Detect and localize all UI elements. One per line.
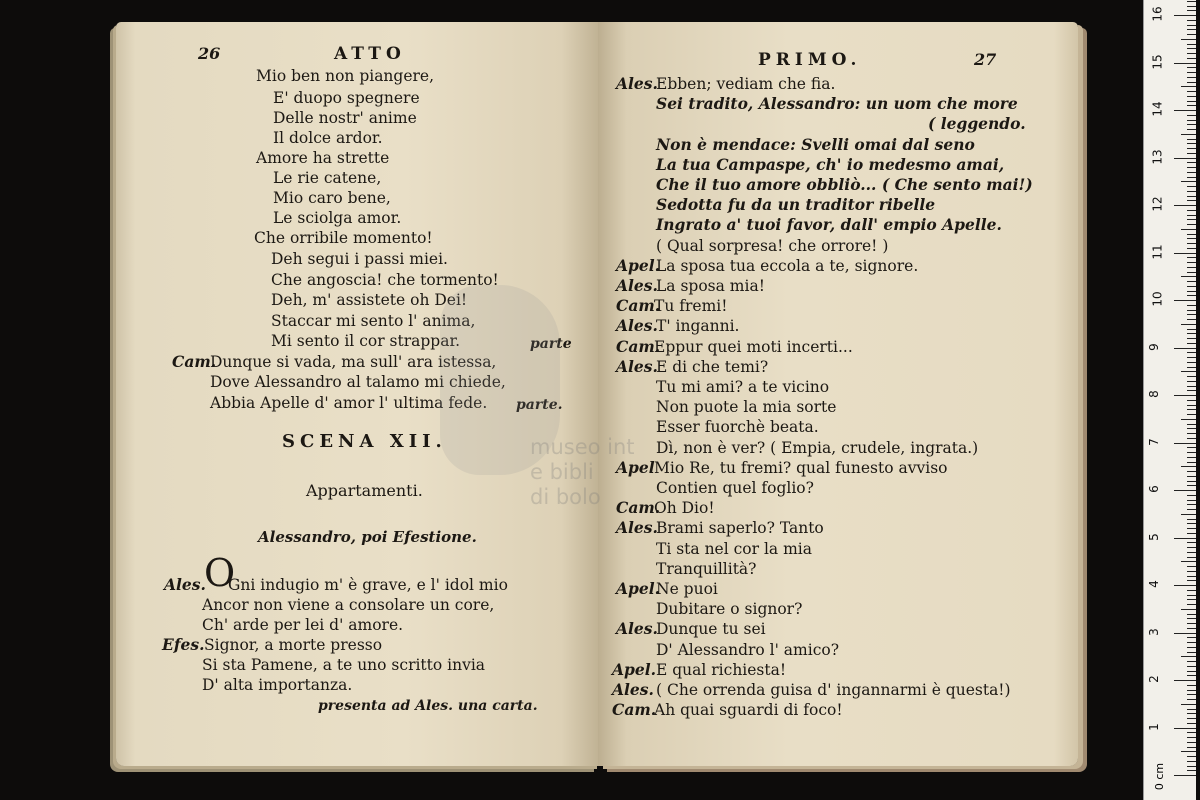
- ruler-number: 14: [1150, 101, 1165, 117]
- text-line: Staccar mi sento l' anima,: [271, 312, 476, 330]
- ruler-tick: [1187, 761, 1196, 762]
- ruler-tick: [1187, 48, 1196, 49]
- ruler-number: 8: [1146, 390, 1161, 398]
- ruler-tick: [1187, 500, 1196, 501]
- ruler-tick: [1181, 704, 1196, 705]
- ruler-tick: [1174, 585, 1196, 586]
- ruler-tick: [1187, 519, 1196, 520]
- text-line: Deh segui i passi miei.: [271, 250, 448, 268]
- watermark-text: di bolo: [530, 485, 601, 509]
- ruler-tick: [1187, 557, 1196, 558]
- ruler-tick: [1187, 495, 1196, 496]
- ruler-tick: [1187, 172, 1196, 173]
- ruler-tick: [1187, 405, 1196, 406]
- ruler-tick: [1174, 158, 1196, 159]
- ruler-tick: [1187, 580, 1196, 581]
- page-number-right: 27: [974, 50, 997, 69]
- ruler-tick: [1187, 618, 1196, 619]
- ruler-tick: [1187, 694, 1196, 695]
- ruler-tick: [1187, 357, 1196, 358]
- text-line: Ch' arde per lei d' amore.: [202, 616, 404, 634]
- ruler-tick: [1187, 148, 1196, 149]
- ruler-tick: [1174, 300, 1196, 301]
- ruler-tick: [1187, 124, 1196, 125]
- speaker-label: Ales.: [612, 680, 654, 699]
- ruler-tick: [1187, 647, 1196, 648]
- ruler-tick: [1174, 680, 1196, 681]
- ruler-tick: [1187, 77, 1196, 78]
- text-line: Il dolce ardor.: [273, 129, 383, 147]
- ruler-tick: [1187, 143, 1196, 144]
- ruler-tick: [1187, 576, 1196, 577]
- ruler-tick: [1187, 528, 1196, 529]
- ruler-tick: [1187, 115, 1196, 116]
- ruler-tick: [1187, 381, 1196, 382]
- text-line: Non è mendace: Svelli omai dal seno: [656, 134, 975, 154]
- scene-heading: SCENA XII.: [282, 431, 447, 452]
- ruler-tick: [1187, 766, 1196, 767]
- ruler-tick: [1187, 6, 1196, 7]
- speaker-label: Ales.: [616, 518, 658, 538]
- speaker-label: Ales.: [616, 356, 658, 376]
- watermark-text: e bibli: [530, 460, 594, 484]
- text-line: Deh, m' assistete oh Dei!: [271, 291, 468, 309]
- ruler-tick: [1187, 96, 1196, 97]
- text-line: Che orribile momento!: [254, 229, 433, 247]
- text-line: Non puote la mia sorte: [656, 398, 837, 417]
- ruler-tick: [1187, 671, 1196, 672]
- text-line: E qual richiesta!: [656, 660, 787, 679]
- speaker-label: Cam.: [612, 700, 657, 720]
- ruler-tick: [1187, 67, 1196, 68]
- ruler-tick: [1174, 443, 1196, 444]
- ruler-tick: [1187, 219, 1196, 220]
- ruler-tick: [1187, 566, 1196, 567]
- ruler-number: 3: [1146, 627, 1161, 636]
- speaker-label: Apel: [616, 457, 655, 477]
- page-header-right: PRIMO.: [758, 50, 862, 70]
- ruler-tick: [1187, 248, 1196, 249]
- ruler-tick: [1187, 243, 1196, 244]
- ruler-number: 15: [1150, 53, 1165, 70]
- ruler-number: 5: [1146, 532, 1161, 541]
- ruler-tick: [1181, 514, 1196, 515]
- ruler-tick: [1181, 419, 1196, 420]
- ruler-tick: [1187, 699, 1196, 700]
- ruler-tick: [1187, 386, 1196, 387]
- speaker-label: Ales.: [616, 276, 658, 295]
- ruler-number: 10: [1150, 291, 1165, 307]
- ruler-tick: [1174, 728, 1196, 729]
- ruler-number: 13: [1150, 148, 1165, 165]
- text-line: Dunque tu sei: [656, 620, 766, 639]
- ruler-tick: [1181, 751, 1196, 752]
- ruler-tick: [1187, 504, 1196, 505]
- text-line: Ne puoi: [656, 580, 718, 598]
- ruler-tick: [1187, 10, 1196, 11]
- ruler-tick: [1187, 433, 1196, 434]
- ruler-tick: [1187, 82, 1196, 83]
- ruler-tick: [1187, 210, 1196, 211]
- ruler-tick: [1187, 238, 1196, 239]
- ruler-tick: [1187, 476, 1196, 477]
- ruler-tick: [1187, 120, 1196, 121]
- ruler-tick: [1187, 623, 1196, 624]
- right-page: [598, 22, 1078, 766]
- ruler-tick: [1187, 101, 1196, 102]
- ruler-tick: [1187, 1, 1196, 2]
- ruler-tick: [1187, 590, 1196, 591]
- ruler-tick: [1187, 286, 1196, 287]
- text-line: Ancor non viene a consolare un core,: [202, 596, 495, 614]
- text-line: Brami saperlo? Tanto: [656, 519, 824, 538]
- speaker-label: Ales.: [616, 74, 658, 93]
- ruler-tick: [1181, 371, 1196, 372]
- text-line: Sei tradito, Alessandro: un uom che more: [656, 94, 1018, 114]
- stage-direction: presenta ad Ales. una carta.: [318, 698, 538, 714]
- ruler-tick: [1187, 637, 1196, 638]
- ruler-number: 6: [1146, 485, 1161, 493]
- ruler-tick: [1187, 58, 1196, 59]
- ruler-tick: [1187, 338, 1196, 339]
- ruler-tick: [1174, 205, 1196, 206]
- text-line: Signor, a morte presso: [204, 636, 383, 654]
- ruler-tick: [1187, 367, 1196, 368]
- text-line: Amore ha strette: [256, 149, 390, 167]
- ruler-tick: [1187, 91, 1196, 92]
- ruler-tick: [1181, 134, 1196, 135]
- speaker-label: Apel.: [616, 579, 661, 598]
- speaker-label: Ales.: [164, 575, 206, 594]
- text-line: Si sta Pamene, a te uno scritto invia: [202, 656, 486, 674]
- ruler-tick: [1187, 44, 1196, 45]
- ruler-tick: [1187, 333, 1196, 334]
- ruler-tick: [1181, 609, 1196, 610]
- ruler-tick: [1187, 295, 1196, 296]
- characters-line: Alessandro, poi Efestione.: [258, 528, 477, 546]
- text-line: Ingrato a' tuoi favor, dall' empio Apelle.: [656, 215, 1002, 235]
- ruler-tick: [1187, 409, 1196, 410]
- ruler-tick: [1187, 685, 1196, 686]
- ruler-tick: [1187, 438, 1196, 439]
- ruler-tick: [1187, 191, 1196, 192]
- ruler-number: 9: [1146, 342, 1161, 351]
- text-line: Ebben; vediam che fia.: [656, 75, 836, 93]
- ruler-tick: [1187, 305, 1196, 306]
- ruler-tick: [1187, 747, 1196, 748]
- ruler-tick: [1187, 329, 1196, 330]
- ruler-tick: [1187, 742, 1196, 743]
- ruler-tick: [1187, 224, 1196, 225]
- ruler-tick: [1187, 509, 1196, 510]
- speaker-label: Ales.: [616, 316, 658, 336]
- ruler-tick: [1187, 457, 1196, 458]
- ruler-tick: [1187, 462, 1196, 463]
- ruler-tick: [1187, 428, 1196, 429]
- speaker-label: Cam.: [616, 336, 661, 356]
- text-line: Eppur quei moti incerti...: [654, 337, 853, 356]
- ruler-tick: [1187, 452, 1196, 453]
- ruler-tick: [1187, 200, 1196, 201]
- text-line: Ti sta nel cor la mia: [656, 539, 812, 558]
- ruler-tick: [1187, 343, 1196, 344]
- ruler-tick: [1187, 272, 1196, 273]
- ruler-tick: [1187, 690, 1196, 691]
- ruler-tick: [1187, 29, 1196, 30]
- ruler-tick: [1187, 196, 1196, 197]
- ruler-tick: [1187, 153, 1196, 154]
- open-book: [108, 22, 1088, 772]
- ruler-tick: [1187, 471, 1196, 472]
- ruler-tick: [1187, 709, 1196, 710]
- text-line: La tua Campaspe, ch' io medesmo amai,: [656, 154, 1005, 174]
- ruler-tick: [1187, 362, 1196, 363]
- text-line: E' duopo spegnere: [273, 89, 420, 107]
- ruler-tick: [1187, 25, 1196, 26]
- ruler-number: 7: [1146, 437, 1161, 446]
- ruler-number: 12: [1150, 196, 1165, 212]
- ruler-tick: [1187, 723, 1196, 724]
- ruler-tick: [1187, 310, 1196, 311]
- speaker-label: Cam.: [172, 352, 217, 371]
- setting-line: Appartamenti.: [306, 481, 423, 500]
- stage-direction: parte: [530, 336, 572, 352]
- ruler-tick: [1187, 400, 1196, 401]
- ruler-tick: [1174, 63, 1196, 64]
- ruler-tick: [1187, 666, 1196, 667]
- text-line: Mi sento il cor strappar.: [271, 332, 461, 350]
- ruler-tick: [1187, 215, 1196, 216]
- ruler-tick: [1187, 547, 1196, 548]
- text-line: Che il tuo amore obbliò... ( Che sento mai!): [656, 175, 1033, 194]
- text-line: Tu mi ami? a te vicino: [656, 378, 830, 396]
- ruler-tick: [1187, 675, 1196, 676]
- text-line: Gni indugio m' è grave, e l' idol mio: [228, 576, 508, 594]
- ruler-tick: [1187, 177, 1196, 178]
- text-line: Esser fuorchè beata.: [656, 418, 819, 437]
- ruler-tick: [1187, 713, 1196, 714]
- speaker-label: Cam.: [616, 498, 661, 518]
- text-line: Delle nostr' anime: [273, 109, 417, 127]
- text-line: Le sciolga amor.: [273, 209, 402, 227]
- text-line: T' inganni.: [656, 317, 740, 336]
- ruler-tick: [1187, 267, 1196, 268]
- ruler-tick: [1181, 39, 1196, 40]
- ruler-tick: [1187, 257, 1196, 258]
- text-line: ( Che orrenda guisa d' ingannarmi è questa!): [656, 681, 1011, 699]
- text-line: D' alta importanza.: [202, 676, 353, 694]
- text-line: Abbia Apelle d' amor l' ultima fede.: [210, 394, 488, 412]
- ruler-tick: [1187, 718, 1196, 719]
- text-line: ( Qual sorpresa! che orrore! ): [656, 236, 889, 255]
- ruler-tick: [1187, 732, 1196, 733]
- ruler-tick: [1187, 642, 1196, 643]
- ruler-number: 1: [1146, 722, 1161, 731]
- ruler-tick: [1187, 20, 1196, 21]
- ruler-tick: [1187, 737, 1196, 738]
- drop-cap: O: [204, 551, 236, 595]
- ruler-tick: [1181, 324, 1196, 325]
- ruler-tick: [1181, 656, 1196, 657]
- ruler-tick: [1174, 348, 1196, 349]
- ruler-tick: [1174, 775, 1196, 776]
- ruler-tick: [1181, 86, 1196, 87]
- ruler-tick: [1187, 614, 1196, 615]
- ruler-tick: [1174, 395, 1196, 396]
- ruler-tick: [1187, 352, 1196, 353]
- ruler-tick: [1187, 485, 1196, 486]
- text-line: Dove Alessandro al talamo mi chiede,: [210, 373, 506, 391]
- text-line: Che angoscia! che tormento!: [271, 271, 499, 289]
- ruler-tick: [1187, 571, 1196, 572]
- ruler-tick: [1187, 523, 1196, 524]
- ruler-tick: [1187, 105, 1196, 106]
- ruler-number: 16: [1150, 6, 1165, 22]
- ruler-tick: [1187, 376, 1196, 377]
- text-line: Dunque si vada, ma sull' ara istessa,: [210, 353, 497, 371]
- ruler-tick: [1174, 538, 1196, 539]
- text-line: La sposa tua eccola a te, signore.: [656, 256, 919, 275]
- text-line: Mio caro bene,: [273, 189, 391, 207]
- ruler-tick: [1187, 770, 1196, 771]
- ruler-tick: [1187, 533, 1196, 534]
- text-line: Sedotta fu da un traditor ribelle: [656, 195, 936, 215]
- ruler-tick: [1187, 599, 1196, 600]
- text-line: Mio ben non piangere,: [256, 67, 435, 85]
- ruler-tick: [1181, 276, 1196, 277]
- ruler-tick: [1187, 595, 1196, 596]
- speaker-label: Apel.: [616, 255, 661, 275]
- ruler-tick: [1181, 229, 1196, 230]
- page-header-left: ATTO: [334, 44, 406, 64]
- ruler-tick: [1187, 424, 1196, 425]
- ruler-tick: [1187, 756, 1196, 757]
- text-line: E di che temi?: [656, 357, 769, 376]
- ruler-number: 2: [1146, 675, 1161, 683]
- ruler-number: 4: [1146, 580, 1161, 588]
- speaker-label: Apel.: [612, 659, 657, 679]
- ruler-tick: [1187, 34, 1196, 35]
- ruler-tick: [1174, 633, 1196, 634]
- text-line: Contien quel foglio?: [656, 479, 814, 497]
- ruler-tick: [1187, 162, 1196, 163]
- text-line: Mio Re, tu fremi? qual funesto avviso: [654, 458, 948, 477]
- ruler-tick: [1187, 604, 1196, 605]
- ruler-tick: [1187, 319, 1196, 320]
- ruler-tick: [1187, 552, 1196, 553]
- ruler-tick: [1187, 542, 1196, 543]
- speaker-label: Efes.: [162, 635, 205, 654]
- ruler-tick: [1187, 652, 1196, 653]
- ruler-tick: [1187, 139, 1196, 140]
- text-line: Le rie catene,: [273, 169, 382, 187]
- page-number-left: 26: [198, 44, 221, 63]
- speaker-label: Ales.: [616, 619, 658, 639]
- ruler-tick: [1187, 262, 1196, 263]
- text-line: La sposa mia!: [656, 277, 765, 295]
- watermark-text: museo int: [530, 435, 635, 459]
- ruler-tick: [1187, 186, 1196, 187]
- ruler-tick: [1181, 466, 1196, 467]
- ruler-tick: [1187, 72, 1196, 73]
- ruler-tick: [1187, 447, 1196, 448]
- ruler-tick: [1181, 561, 1196, 562]
- ruler-tick: [1187, 281, 1196, 282]
- text-line: Tranquillità?: [656, 559, 757, 578]
- ruler-number: 11: [1150, 243, 1165, 260]
- ruler-tick: [1187, 390, 1196, 391]
- ruler-tick: [1187, 291, 1196, 292]
- text-line: Ah quai sguardi di foco!: [654, 701, 843, 720]
- ruler-tick: [1187, 314, 1196, 315]
- ruler-tick: [1187, 628, 1196, 629]
- ruler-tick: [1187, 481, 1196, 482]
- ruler-tick: [1187, 414, 1196, 415]
- ruler-tick: [1174, 490, 1196, 491]
- stage-direction: parte.: [516, 397, 563, 413]
- speaker-label: Cam.: [616, 296, 661, 316]
- ruler-tick: [1187, 234, 1196, 235]
- ruler-tick: [1174, 253, 1196, 254]
- text-line: ( leggendo.: [928, 114, 1026, 134]
- text-line: D' Alessandro l' amico?: [656, 640, 840, 659]
- ruler-tick: [1187, 53, 1196, 54]
- ruler-unit: 0 cm: [1153, 762, 1167, 791]
- text-line: Oh Dio!: [654, 499, 715, 518]
- ruler-tick: [1181, 181, 1196, 182]
- ruler-tick: [1187, 129, 1196, 130]
- text-line: Dì, non è ver? ( Empia, crudele, ingrata.): [656, 438, 979, 457]
- ruler-tick: [1187, 661, 1196, 662]
- text-line: Dubitare o signor?: [656, 600, 803, 619]
- ruler-tick: [1174, 15, 1196, 16]
- measuring-ruler: [1143, 0, 1196, 800]
- ruler-tick: [1187, 167, 1196, 168]
- text-line: Tu fremi!: [654, 297, 728, 316]
- ruler-tick: [1174, 110, 1196, 111]
